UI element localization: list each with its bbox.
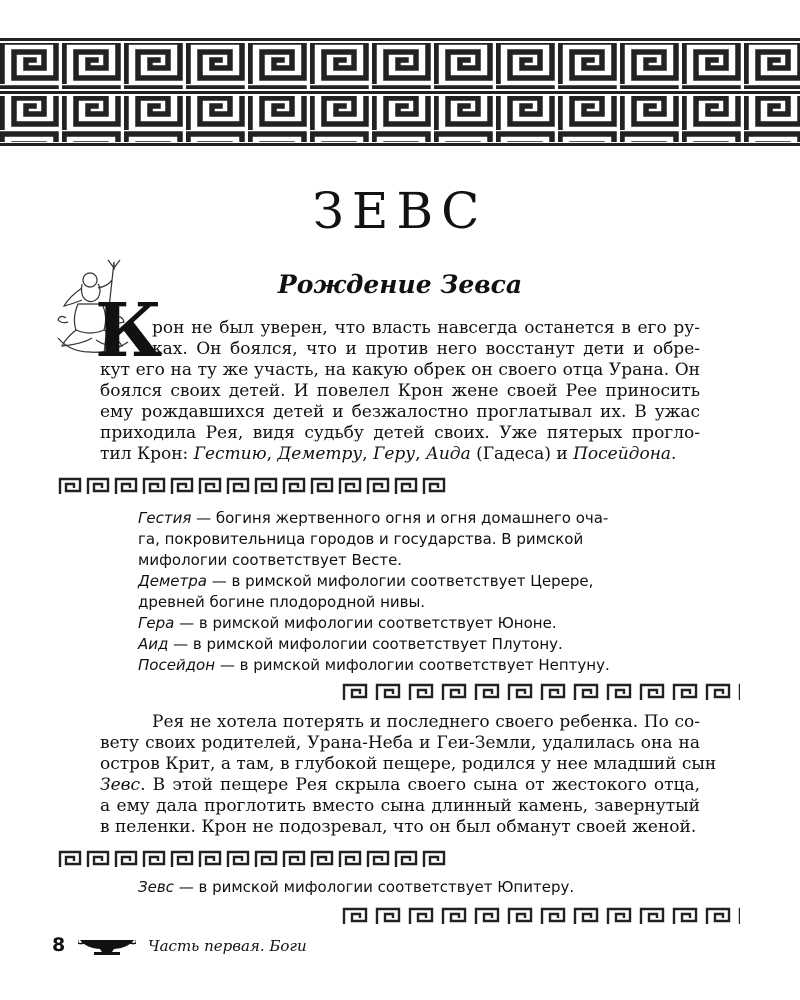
note-term: Посейдон [138, 656, 216, 674]
note-term: Гера [138, 614, 175, 632]
text-run: , [266, 444, 278, 464]
note-text: древней богине плодородной нивы. [138, 593, 426, 611]
running-head: Часть первая. Боги [148, 937, 307, 955]
name-poseidon: Посейдона [573, 444, 672, 464]
name-zeus: Зевс [100, 775, 141, 795]
paragraph-line: ему рождавшихся детей и безжалостно проглатывал их. В ужас [100, 402, 700, 422]
note-term: Деметра [138, 572, 207, 590]
text-run: . [671, 444, 677, 464]
name-demetra: Деметру [277, 444, 363, 464]
paragraph-line [100, 775, 700, 796]
meander-divider [342, 682, 740, 702]
note-line [138, 655, 700, 676]
note-line [138, 613, 700, 634]
mythology-notes [138, 508, 700, 676]
meander-divider [58, 849, 450, 869]
name-gestia: Гестию [193, 444, 267, 464]
note-text: — в римской мифологии соответствует Юпитеру. [173, 878, 575, 896]
paragraph-line: остров Крит, а там, в глубокой пещере, родился у нее младший сын [100, 754, 717, 774]
note-line [138, 877, 700, 898]
page-footer [52, 934, 452, 964]
note-text: — в римской мифологии соответствует Плутону. [168, 635, 563, 653]
paragraph-birth-of-zeus [100, 318, 700, 465]
paragraph-line: приходила Рея, видя судьбу детей своих. Уже пятерых прогло- [100, 423, 700, 443]
drop-cap: К [95, 288, 163, 374]
meander-divider [58, 476, 450, 496]
paragraph-line [100, 444, 700, 465]
mythology-note-zeus [138, 877, 700, 898]
note-text: — богиня жертвенного огня и огня домашнего оча- [191, 509, 609, 527]
note-text: — в римской мифологии соответствует Церере, [206, 572, 594, 590]
paragraph-line: боялся своих детей. И повелел Крон жене своей Рее приносить [100, 381, 700, 401]
note-text: — в римской мифологии соответствует Юноне. [174, 614, 557, 632]
paragraph-line: рон не был уверен, что власть навсегда останется в его ру- [152, 318, 700, 338]
note-line [138, 592, 700, 613]
page-number: 8 [52, 934, 66, 956]
kylix-icon [78, 937, 136, 957]
paragraph-line: вету своих родителей, Урана-Неба и Геи-Земли, удалилась она на [100, 733, 700, 753]
name-aid: Аида [425, 444, 471, 464]
note-term: Гестия [138, 509, 192, 527]
text-run: , [415, 444, 426, 464]
note-line [138, 634, 700, 655]
note-line [138, 550, 700, 571]
chapter-title: ЗЕВС [312, 182, 488, 240]
note-term: Аид [138, 635, 169, 653]
greek-key-border-top [0, 38, 800, 146]
name-gera: Геру [373, 444, 416, 464]
text-run: . В этой пещере Рея скрыла своего сына от жестокого отца, [140, 775, 700, 795]
note-text: мифологии соответствует Весте. [138, 551, 403, 569]
note-line [138, 571, 700, 592]
note-line [138, 529, 700, 550]
section-title: Рождение Зевса [277, 270, 523, 299]
text-run: тил Крон: [100, 444, 194, 464]
note-text: га, покровительница городов и государства. В римской [138, 530, 584, 548]
text-run: , [362, 444, 374, 464]
note-term: Зевс [138, 878, 174, 896]
paragraph-line: ках. Он боялся, что и против него восстанут дети и обре- [152, 339, 700, 359]
paragraph-line: кут его на ту же участь, на какую обрек он своего отца Урана. Он [100, 360, 700, 380]
meander-divider [342, 906, 740, 926]
note-text: — в римской мифологии соответствует Нептуну. [215, 656, 610, 674]
paragraph-line: Рея не хотела потерять и последнего своего ребенка. По со- [152, 712, 700, 732]
text-run: (Гадеса) и [470, 444, 574, 464]
paragraph-line: в пеленки. Крон не подозревал, что он был обманут своей женой. [100, 817, 697, 837]
paragraph-line: а ему дала проглотить вместо сына длинный камень, завернутый [100, 796, 700, 816]
note-line [138, 508, 700, 529]
paragraph-cave-of-crete [100, 712, 717, 838]
